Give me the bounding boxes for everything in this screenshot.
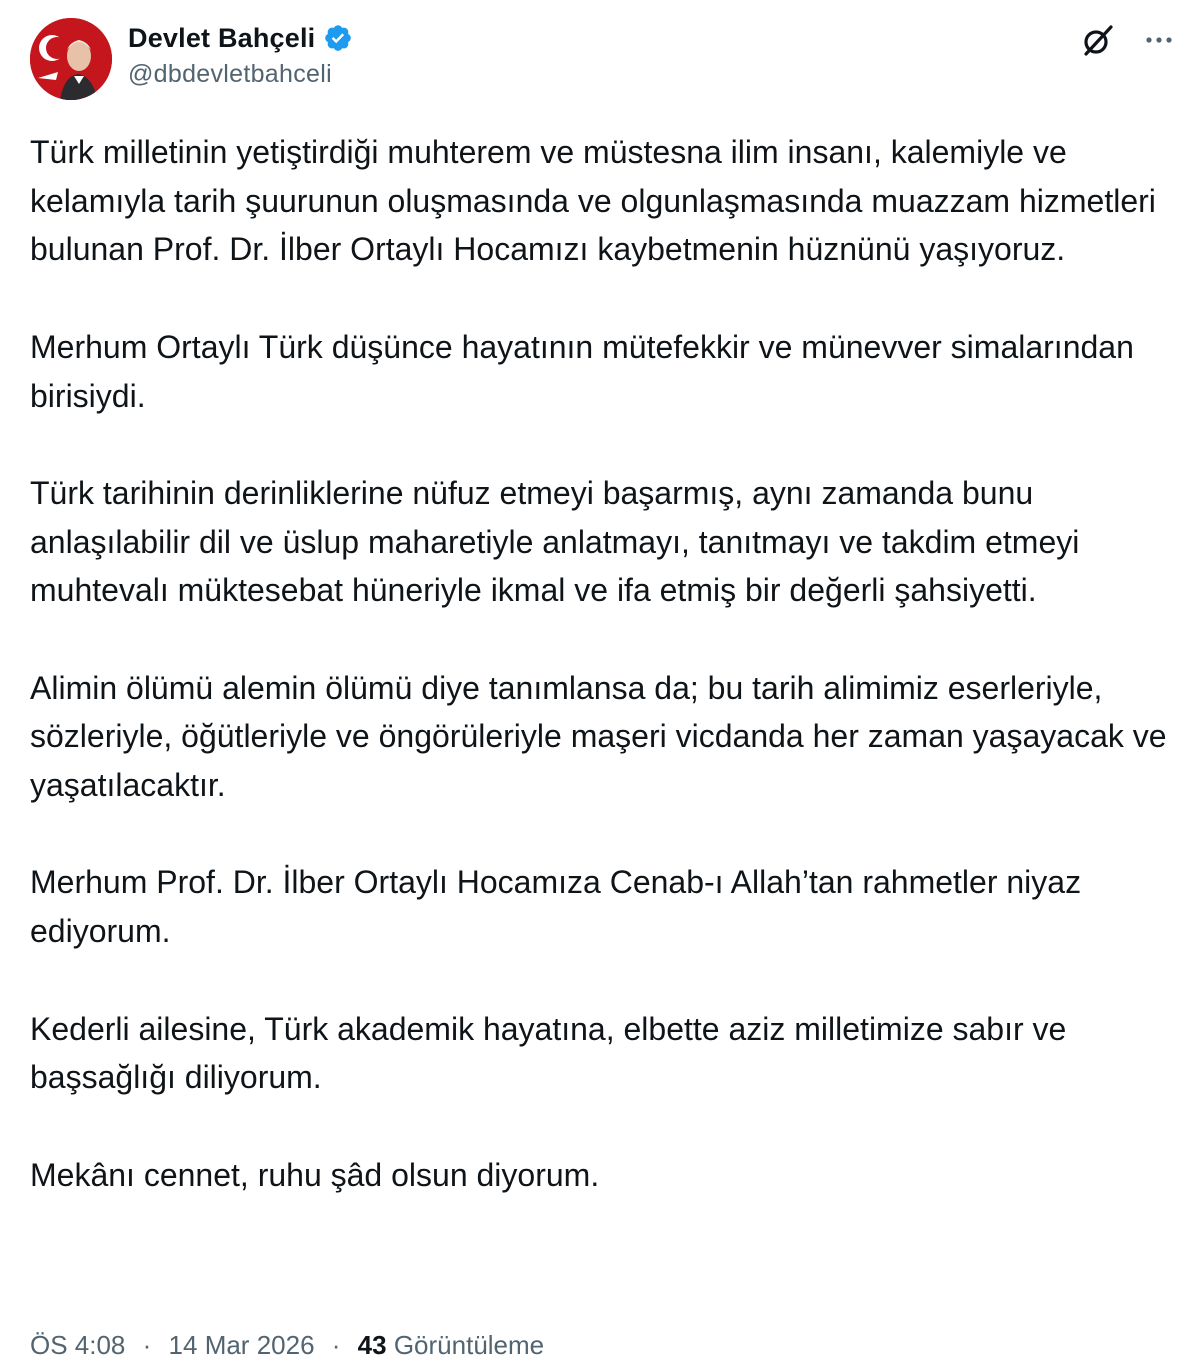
grok-icon[interactable] — [1080, 22, 1116, 58]
tweet-paragraph: Mekânı cennet, ruhu şâd olsun diyorum. — [30, 1156, 600, 1193]
avatar-image — [30, 18, 112, 100]
tweet-paragraph: Merhum Prof. Dr. İlber Ortaylı Hocamıza Cenab-ı Allah’tan rahmetler niyaz ediyorum. — [30, 864, 1082, 950]
tweet-paragraph: Kederli ailesine, Türk akademik hayatına, elbette aziz milletimize sabır ve başsağlığı diliyorum. — [30, 1010, 1067, 1096]
meta-separator: · — [331, 1330, 341, 1360]
tweet-paragraph: Türk milletinin yetiştirdiği muhterem ve müstesna ilim insanı, kalemiyle ve kelamıyla tarih şuurunun oluşmasında ve olgunlaşmasında muazzam hizmetleri bulunan Prof. Dr. İlber Ortaylı Hocamızı kaybetmenin hüznünü yaşıyoruz. — [30, 134, 1156, 268]
tweet-date[interactable]: 14 Mar 2026 — [168, 1330, 315, 1360]
tweet-paragraph: Alimin ölümü alemin ölümü diye tanımlansa da; bu tarih alimimiz eserleriyle, sözleriyle, öğütleriyle ve öngörüleriyle maşeri vicdanda her zaman yaşayacak ve yaşatılacaktır. — [30, 669, 1167, 804]
avatar[interactable] — [30, 18, 112, 100]
views-count[interactable]: 43 — [357, 1330, 387, 1360]
tweet-actions — [1080, 22, 1176, 58]
author-handle[interactable]: @dbdevletbahceli — [128, 60, 332, 88]
tweet-time[interactable]: ÖS 4:08 — [30, 1330, 126, 1360]
tweet-paragraph: Merhum Ortaylı Türk düşünce hayatının mütefekkir ve münevver simalarından birisiydi. — [30, 328, 1134, 414]
verified-badge-icon[interactable] — [323, 23, 353, 53]
tweet-paragraph: Türk tarihinin derinliklerine nüfuz etmeyi başarmış, aynı zamanda bunu anlaşılabilir dil ve üslup maharetiyle anlatmayı, tanıtmayı ve takdim etmeyi muhtevalı müktesebat hüneriyle ikmal ve ifa etmiş bir değerli şahsiyetti. — [30, 474, 1080, 609]
tweet-metadata — [30, 1330, 544, 1361]
views-label: Görüntüleme — [393, 1330, 545, 1360]
author-name[interactable]: Devlet Bahçeli — [128, 22, 316, 53]
meta-separator: · — [142, 1330, 152, 1360]
more-options-icon[interactable] — [1142, 23, 1176, 57]
author-block — [128, 18, 353, 89]
tweet-text — [30, 128, 1180, 1199]
